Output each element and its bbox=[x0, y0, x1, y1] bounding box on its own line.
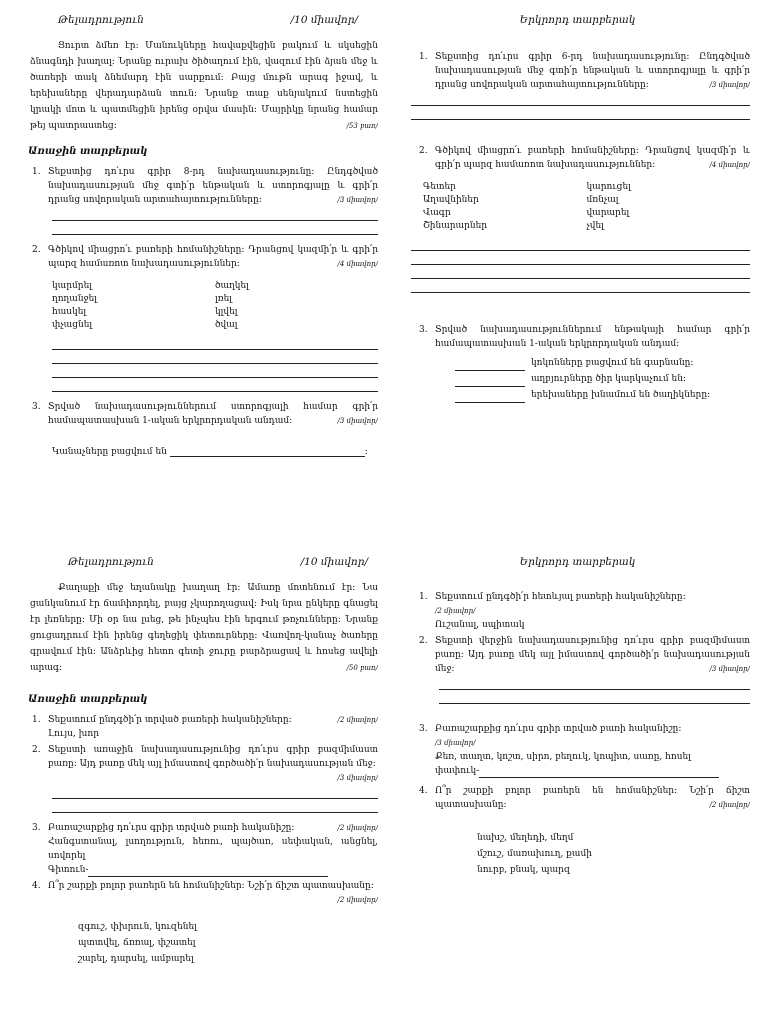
answer-line[interactable] bbox=[52, 207, 378, 221]
answer-line[interactable] bbox=[411, 279, 750, 293]
task-3: 3. Տրված նախադասություններում ստորոգյալի համար գրի՛ր համապատասխան 1-ական երկրորդական անդամ: /3 միավոր/ bbox=[32, 402, 378, 426]
dictation-text: Ցուրտ ձմեռ էր: Մանուկները հավաքվեցին բակում և սկսեցին ձնագնդի խաղալ: Նրանք ուրախ ծիծաղում էին, վազում էին ձյան մեջ և ծառերի տակ ձնեմարդ էին սարքում: Բայց մութն արագ իջավ, և երեխաները վերադարձան տուն: Նրանք տաք սենյակում նստեցին կրակի մոտ և պատմեցին իրենց օրվա մասին: Մայրիկը նրանց համար թեյ պատրաստեց: /53 բառ/ bbox=[30, 41, 378, 131]
fill-sentence: Կանաչները բացվում են : bbox=[52, 447, 368, 457]
answer-line[interactable] bbox=[411, 237, 750, 251]
task-4: 4. Ո՞ր շարքի բոլոր բառերն են հոմանիշներ: Նշի՛ր ճիշտ պատասխանը: /2 միավոր/ bbox=[419, 786, 750, 810]
header bbox=[18, 556, 378, 568]
variant-title: Առաջին տարբերակ bbox=[28, 694, 148, 705]
variant-title: Երկրորդ տարբերակ bbox=[519, 14, 636, 26]
points-total: /10 միավոր/ bbox=[290, 14, 358, 26]
task-1: 1. Տեքստում ընդգծի՛ր տրված բառերի հականիշները: /2 միավոր/ Լույս, խոր bbox=[32, 715, 378, 739]
answer-line[interactable] bbox=[52, 221, 378, 235]
task-4: 4. Ո՞ր շարքի բոլոր բառերն են հոմանիշներ: Նշի՛ր ճիշտ պատասխանը: /2 միավոր/ bbox=[32, 881, 378, 904]
answer-line[interactable] bbox=[439, 676, 750, 690]
task-3: 3. Բառաշարքից դո՛ւրս գրիր տրված բառի հականիշը: /2 միավոր/ Հանգստանալ, լսողություն, հեռու, պայծառ, սեփական, անցնել, սովորել Գիտուն- bbox=[32, 823, 378, 875]
task-2: 2. Տեքստի վերջին նախադասությունից դո՛ւրս գրիր բազմիմաստ բառը: Այդ բառը մեկ այլ իմաստով գործածի՛ր նախադասության մեջ: /3 միավոր/ bbox=[419, 636, 750, 674]
task-3: 3. Բառաշարքից դո՛ւրս գրիր տրված բառի հականիշը: /3 միավոր/ Քեռ, տաղտ, կոշտ, սիրո, բեղուկ, կոպիտ, սառը, հոսել փափուկ- bbox=[419, 722, 750, 778]
options-list: զգուշ, փխրուն, կուզենել պտտվել, ճռռալ, փշատել շարել, դարսել, ամբարել bbox=[78, 922, 197, 964]
variant-title: Երկրորդ տարբերակ bbox=[519, 556, 636, 568]
worksheet-top-left bbox=[18, 6, 378, 536]
answer-line[interactable] bbox=[52, 364, 378, 378]
task-1: 1. Տեքստում ընդգծի՛ր հետևյալ բառերի հականիշները: /2 միավոր/ Ուշանալ, սպիտակ bbox=[419, 592, 686, 630]
points-total: /10 միավոր/ bbox=[300, 556, 368, 568]
worksheet-bottom-right bbox=[405, 548, 750, 1018]
task-2: 2. Տեքստի առաջին նախադասությունից դո՛ւրս գրիր բազմիմաստ բառը: Այդ բառը մեկ այլ իմաստով գործածի՛ր նախադասության մեջ: /3 միավոր/ bbox=[32, 745, 378, 782]
answer-line[interactable] bbox=[52, 785, 378, 799]
header bbox=[18, 14, 378, 26]
dictation-title: Թելադրություն bbox=[58, 14, 144, 26]
worksheet-bottom-left bbox=[18, 548, 378, 1018]
variant-title: Առաջին տարբերակ bbox=[28, 146, 148, 157]
header bbox=[405, 14, 750, 26]
synonym-pairs: Գետեր կարուցել Աղավնիներ մռնչալ Վագր վարարել Շինարարներ չվել bbox=[423, 182, 631, 231]
fill-sentences: կոկոնները բացվում են գարնանը: աղբյուրները ծիր կարկաչում են: երեխաները խնամում են ծաղիկները: bbox=[455, 355, 750, 403]
synonym-pairs: կարմրել ծաղկել ղողանջել լռել հասկել կլվել փչացնել ծվալ bbox=[52, 281, 249, 330]
task-1: 1. Տեքստից դո՛ւրս գրիր 8-րդ նախադասությունը: Ընդգծված նախադասության մեջ գտի՛ր ենթական և ստորոգյալը և գրի՛ր դրանց սովորական արտահայտությունները: /3 միավոր/ bbox=[32, 167, 378, 205]
answer-line[interactable] bbox=[411, 251, 750, 265]
answer-line[interactable] bbox=[52, 378, 378, 392]
answer-line[interactable] bbox=[52, 350, 378, 364]
task-2: 2. Գծիկով միացրո՛ւ բառերի հոմանիշները: Դրանցով կազմի՛ր և գրի՛ր պարզ համառոտ նախադասություններ: /4 միավոր/ bbox=[419, 146, 750, 170]
header bbox=[405, 556, 750, 568]
answer-line[interactable] bbox=[411, 106, 750, 120]
answer-line[interactable] bbox=[52, 336, 378, 350]
dictation-title: Թելադրություն bbox=[68, 556, 154, 568]
answer-line[interactable] bbox=[52, 799, 378, 813]
options-list: նախշ, մեղեդի, մեղմ մշուշ, մառախուղ, քամի նուրբ, բնակ, պարզ bbox=[477, 833, 592, 875]
answer-line[interactable] bbox=[439, 690, 750, 704]
answer-line[interactable] bbox=[411, 265, 750, 279]
answer-line[interactable] bbox=[411, 92, 750, 106]
task-2: 2. Գծիկով միացրո՛ւ բառերի հոմանիշները: Դրանցով կազմի՛ր և գրի՛ր պարզ համառոտ նախադասություններ: /4 միավոր/ bbox=[32, 245, 378, 269]
worksheet-top-right bbox=[405, 6, 750, 536]
task-1: 1. Տեքստից դո՛ւրս գրիր 6-րդ նախադասությունը: Ընդգծված նախադասության մեջ գտի՛ր ենթական և ստորոգյալը և գրի՛ր դրանց սովորական արտահայտությունները: /3 միավոր/ bbox=[419, 52, 750, 90]
dictation-text: Քաղաքի մեջ եղանակը խաղաղ էր: Ամառը մոտենում էր: Նա ցանկանում էր ճամփորդել, բայց չկարողացավ: Իսկ նրա ընկերը գնացել էր լեռները: Մի օր նա լսեց, թե ինչպես էին երգում թռչունները: Նրանք ցուցադրում էին իրենց գեղեցիկ փետուրները: Վառվող-կանաչ ծառերը գրավում էին: Անձրևից հետո գետի ջուրը բարձրացավ և հոսեց ավելի արագ: /50 բառ/ bbox=[30, 583, 378, 673]
task-3: 3. Տրված նախադասություններում ենթակայի համար գրի՛ր համապատասխան 1-ական երկրորդական անդամ: bbox=[419, 325, 750, 349]
